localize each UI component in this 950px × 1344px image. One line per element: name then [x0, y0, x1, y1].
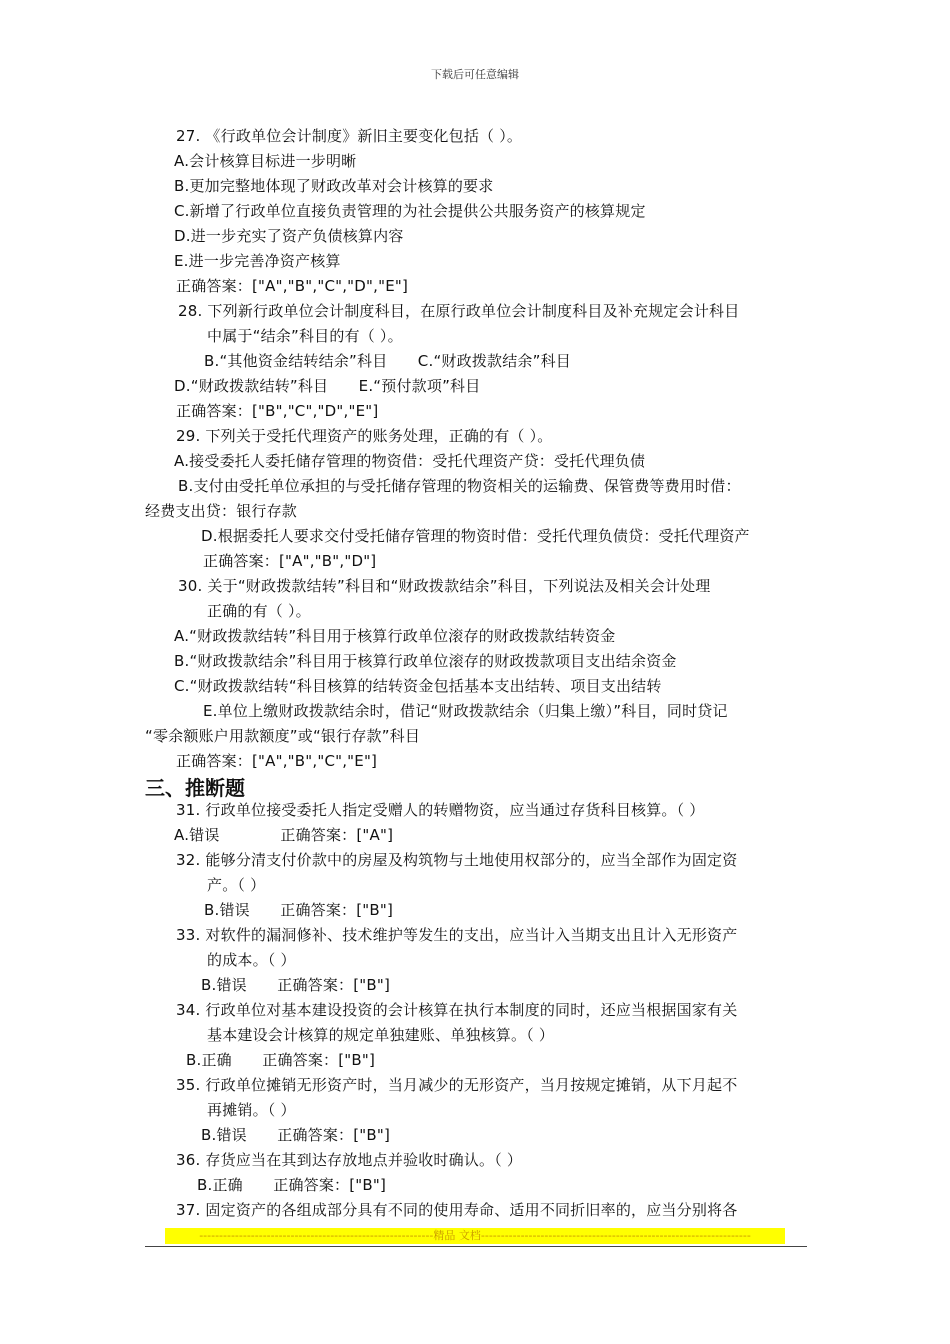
option-b: B.“财政拨款结余”科目用于核算行政单位滚存的财政拨款项目支出结余资金	[174, 652, 677, 670]
option-c: C.“财政拨款结转“科目核算的结转资金包括基本支出结转、项目支出结转	[174, 677, 662, 695]
question-30-cont: 正确的有（ ）。	[207, 602, 311, 620]
question-27: 27. 《行政单位会计制度》新旧主要变化包括（ ）。	[176, 127, 523, 145]
question-28: 28. 下列新行政单位会计制度科目，在原行政单位会计制度科目及补充规定会计科目	[178, 302, 740, 320]
option-a: A.“财政拨款结转”科目用于核算行政单位滚存的财政拨款结转资金	[174, 627, 616, 645]
footer-rule	[145, 1246, 807, 1247]
question-36: 36. 存货应当在其到达存放地点并验收时确认。（ ）	[176, 1151, 523, 1169]
question-30: 30. 关于“财政拨款结转”科目和“财政拨款结余”科目，下列说法及相关会计处理	[178, 577, 711, 595]
option-b: B.更加完整地体现了财政改革对会计核算的要求	[174, 177, 494, 195]
answer-29: 正确答案：["A","B","D"]	[203, 552, 377, 570]
question-35: 35. 行政单位摊销无形资产时，当月减少的无形资产，当月按规定摊销，从下月起不	[176, 1076, 738, 1094]
section-title: 三、推断题	[145, 776, 245, 800]
question-33-cont: 的成本。（ ）	[207, 951, 296, 969]
answer-34: B.正确 正确答案：["B"]	[186, 1051, 376, 1069]
answer-35: B.错误 正确答案：["B"]	[201, 1126, 391, 1144]
option-c: C.新增了行政单位直接负责管理的为社会提供公共服务资产的核算规定	[174, 202, 646, 220]
options-b-c: B.“其他资金结转结余”科目 C.“财政拨款结余”科目	[204, 352, 571, 370]
question-32-cont: 产。（ ）	[207, 876, 266, 894]
question-31: 31. 行政单位接受委托人指定受赠人的转赠物资，应当通过存货科目核算。（ ）	[176, 801, 705, 819]
footer-banner: -----------------------------------------------------------精品 文档--------------------------------------------------------------------	[165, 1228, 785, 1244]
question-32: 32. 能够分清支付价款中的房屋及构筑物与土地使用权部分的，应当全部作为固定资	[176, 851, 738, 869]
option-e-cont: “零余额账户用款额度”或“银行存款”科目	[145, 727, 421, 745]
option-e: E.单位上缴财政拨款结余时，借记“财政拨款结余（归集上缴）”科目，同时贷记	[203, 702, 728, 720]
answer-30: 正确答案：["A","B","C","E"]	[176, 752, 378, 770]
answer-27: 正确答案：["A","B","C","D","E"]	[176, 277, 409, 295]
question-34-cont: 基本建设会计核算的规定单独建账、单独核算。（ ）	[207, 1026, 555, 1044]
answer-31: A.错误 正确答案：["A"]	[174, 826, 394, 844]
option-b: B.支付由受托单位承担的与受托储存管理的物资相关的运输费、保管费等费用时借：	[178, 477, 741, 495]
question-33: 33. 对软件的漏洞修补、技术维护等发生的支出，应当计入当期支出且计入无形资产	[176, 926, 738, 944]
question-37: 37. 固定资产的各组成部分具有不同的使用寿命、适用不同折旧率的，应当分别将各	[176, 1201, 738, 1219]
option-b-cont: 经费支出贷：银行存款	[145, 502, 298, 520]
question-34: 34. 行政单位对基本建设投资的会计核算在执行本制度的同时，还应当根据国家有关	[176, 1001, 738, 1019]
option-d: D.根据委托人要求交付受托储存管理的物资时借：受托代理负债贷：受托代理资产	[201, 527, 750, 545]
question-35-cont: 再摊销。（ ）	[207, 1101, 296, 1119]
page-header: 下载后可任意编辑	[431, 68, 519, 81]
question-29: 29. 下列关于受托代理资产的账务处理，正确的有（ ）。	[176, 427, 553, 445]
option-e: E.进一步完善净资产核算	[174, 252, 341, 270]
option-d: D.进一步充实了资产负债核算内容	[174, 227, 404, 245]
answer-32: B.错误 正确答案：["B"]	[204, 901, 394, 919]
answer-28: 正确答案：["B","C","D","E"]	[176, 402, 379, 420]
option-a: A.接受委托人委托储存管理的物资借：受托代理资产贷：受托代理负债	[174, 452, 646, 470]
answer-36: B.正确 正确答案：["B"]	[197, 1176, 387, 1194]
options-d-e: D.“财政拨款结转”科目 E.“预付款项”科目	[174, 377, 481, 395]
answer-33: B.错误 正确答案：["B"]	[201, 976, 391, 994]
option-a: A.会计核算目标进一步明晰	[174, 152, 357, 170]
question-28-cont: 中属于“结余”科目的有（ ）。	[207, 327, 403, 345]
